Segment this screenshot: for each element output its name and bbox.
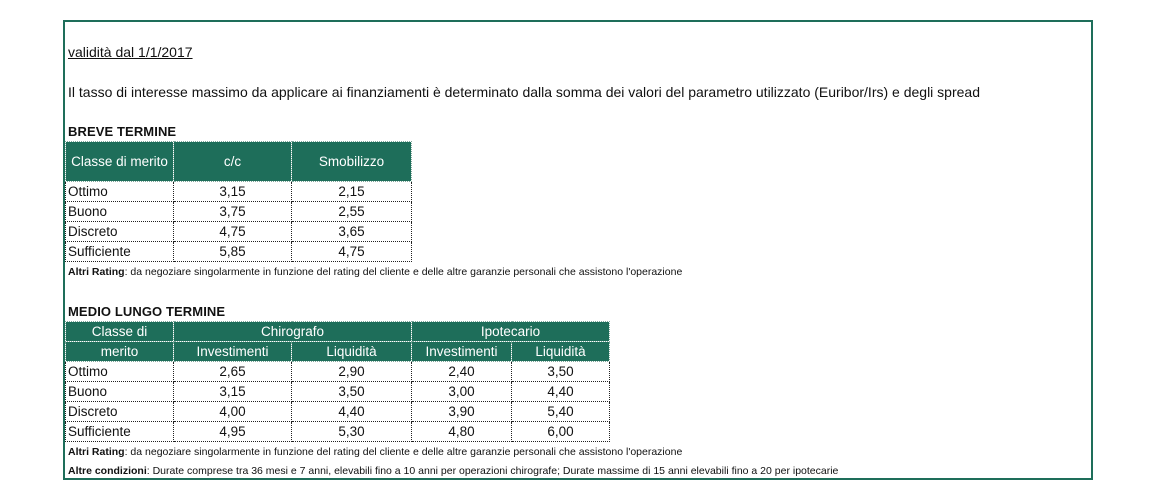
note-text: : da negoziare singolarmente in funzione del rating del cliente e delle altre garanzie personali che assistono l'operazione (124, 446, 683, 458)
conditions-text: : Durate comprese tra 36 mesi e 7 anni, elevabili fino a 10 anni per operazioni chirografe; Durate massime di 15 anni elevabili fino a 20 per ipotecarie (146, 465, 839, 477)
table-row (66, 362, 610, 382)
row-label: Ottimo (66, 182, 174, 202)
cell-value: 5,85 (174, 242, 292, 262)
row-label: Buono (66, 202, 174, 222)
cell-value: 2,40 (412, 362, 512, 382)
table-row (66, 222, 412, 242)
table-row (66, 202, 412, 222)
cell-value: 4,40 (512, 382, 610, 402)
cell-value: 3,90 (412, 402, 512, 422)
note-label: Altri Rating (68, 266, 125, 278)
header-class-line2: merito (66, 342, 174, 362)
cell-value: 4,95 (174, 422, 292, 442)
long-term-table (65, 321, 610, 442)
cell-value: 3,50 (512, 362, 610, 382)
row-label: Ottimo (66, 362, 174, 382)
row-label: Discreto (66, 402, 174, 422)
subheader-liquidita: Liquidità (512, 342, 610, 362)
table-row (66, 422, 610, 442)
header-cc: c/c (174, 142, 292, 182)
note-text: : da negoziare singolarmente in funzione del rating del cliente e delle altre garanzie personali che assistono l'operazione (124, 266, 683, 278)
cell-value: 4,75 (174, 222, 292, 242)
cell-value: 2,65 (174, 362, 292, 382)
cell-value: 3,15 (174, 182, 292, 202)
table-row (66, 402, 610, 422)
long-term-note (68, 446, 682, 458)
cell-value: 2,90 (292, 362, 412, 382)
document-frame (63, 20, 1093, 480)
header-class: Classe di merito (66, 142, 174, 182)
cell-value: 3,00 (412, 382, 512, 402)
cell-value: 4,80 (412, 422, 512, 442)
short-term-table (65, 141, 412, 262)
cell-value: 3,65 (292, 222, 412, 242)
cell-value: 5,40 (512, 402, 610, 422)
note-label: Altri Rating (68, 446, 125, 458)
row-label: Sufficiente (66, 422, 174, 442)
cell-value: 3,75 (174, 202, 292, 222)
conditions-label: Altre condizioni (68, 465, 147, 477)
cell-value: 6,00 (512, 422, 610, 442)
long-term-title: MEDIO LUNGO TERMINE (68, 304, 226, 319)
short-term-title: BREVE TERMINE (68, 124, 177, 139)
header-smobilizzo: Smobilizzo (292, 142, 412, 182)
table-row (66, 182, 412, 202)
header-class-line1: Classe di (66, 322, 174, 342)
row-label: Buono (66, 382, 174, 402)
long-term-conditions (68, 465, 838, 477)
header-ipotecario: Ipotecario (412, 322, 610, 342)
cell-value: 2,55 (292, 202, 412, 222)
cell-value: 4,40 (292, 402, 412, 422)
table-row (66, 242, 412, 262)
table-row (66, 382, 610, 402)
subheader-investimenti: Investimenti (174, 342, 292, 362)
subheader-liquidita: Liquidità (292, 342, 412, 362)
row-label: Sufficiente (66, 242, 174, 262)
intro-text: Il tasso di interesse massimo da applicare ai finanziamenti è determinato dalla somma dei valori del parametro utilizzato (Euribor/Irs) e degli spread (68, 84, 980, 100)
row-label: Discreto (66, 222, 174, 242)
cell-value: 3,50 (292, 382, 412, 402)
cell-value: 4,00 (174, 402, 292, 422)
cell-value: 2,15 (292, 182, 412, 202)
cell-value: 3,15 (174, 382, 292, 402)
validity-date: validità dal 1/1/2017 (68, 44, 193, 60)
short-term-note (68, 266, 682, 278)
subheader-investimenti: Investimenti (412, 342, 512, 362)
header-chirografo: Chirografo (174, 322, 412, 342)
cell-value: 5,30 (292, 422, 412, 442)
cell-value: 4,75 (292, 242, 412, 262)
